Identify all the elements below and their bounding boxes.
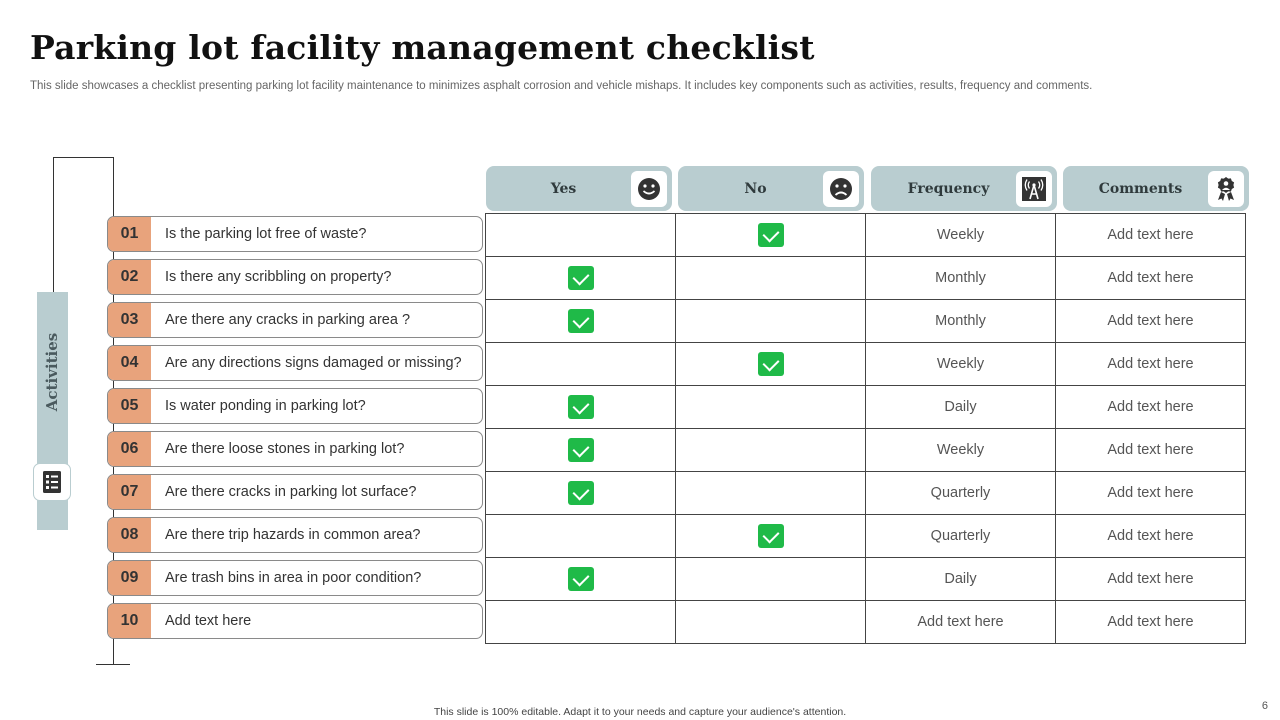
table-row	[486, 558, 1246, 601]
broadcast-tower-icon	[1016, 171, 1052, 207]
comment-cell: Add text here	[1056, 257, 1246, 300]
list-item	[107, 259, 483, 295]
no-cell	[676, 343, 866, 386]
activity-question: Are there loose stones in parking lot?	[165, 441, 405, 457]
comment-cell: Add text here	[1056, 386, 1246, 429]
yes-cell	[486, 214, 676, 257]
list-item	[107, 302, 483, 338]
table-row	[486, 257, 1246, 300]
table-row	[486, 214, 1246, 257]
activity-question: Are there trip hazards in common area?	[165, 527, 421, 543]
check-icon	[568, 438, 594, 462]
list-item	[107, 517, 483, 553]
frequency-cell: Weekly	[866, 214, 1056, 257]
yes-cell	[486, 386, 676, 429]
comment-cell: Add text here	[1056, 300, 1246, 343]
sad-face-icon	[823, 171, 859, 207]
table-row	[486, 386, 1246, 429]
bracket-line	[53, 157, 114, 158]
frequency-cell: Daily	[866, 558, 1056, 601]
comment-cell: Add text here	[1056, 558, 1246, 601]
comment-cell: Add text here	[1056, 515, 1246, 558]
comment-cell: Add text here	[1056, 472, 1246, 515]
activity-question: Are there cracks in parking lot surface?	[165, 484, 417, 500]
page-title: Parking lot facility management checklist	[30, 28, 815, 67]
table-row	[486, 472, 1246, 515]
list-item	[107, 388, 483, 424]
checklist-icon	[33, 463, 71, 501]
row-number: 09	[108, 561, 151, 595]
comment-cell: Add text here	[1056, 214, 1246, 257]
no-cell	[676, 472, 866, 515]
row-number: 01	[108, 217, 151, 251]
check-icon	[568, 395, 594, 419]
header-frequency: Frequency	[871, 166, 1057, 211]
check-icon	[758, 524, 784, 548]
frequency-cell: Weekly	[866, 343, 1056, 386]
no-cell	[676, 386, 866, 429]
activity-question: Is water ponding in parking lot?	[165, 398, 366, 414]
header-comments: Comments	[1063, 166, 1249, 211]
activities-label: Activities	[43, 332, 62, 412]
activity-question: Add text here	[165, 613, 252, 629]
frequency-cell: Daily	[866, 386, 1056, 429]
award-person-icon	[1208, 171, 1244, 207]
check-icon	[568, 266, 594, 290]
table-row	[486, 429, 1246, 472]
activity-question: Is there any scribbling on property?	[165, 269, 392, 285]
results-table	[485, 213, 1246, 644]
frequency-cell: Monthly	[866, 257, 1056, 300]
no-cell	[676, 214, 866, 257]
list-item	[107, 603, 483, 639]
comment-cell: Add text here	[1056, 343, 1246, 386]
comment-cell: Add text here	[1056, 429, 1246, 472]
table-row	[486, 300, 1246, 343]
activity-question: Are trash bins in area in poor condition?	[165, 570, 422, 586]
yes-cell	[486, 257, 676, 300]
frequency-cell: Weekly	[866, 429, 1056, 472]
row-number: 05	[108, 389, 151, 423]
list-item	[107, 474, 483, 510]
frequency-cell: Quarterly	[866, 515, 1056, 558]
row-number: 03	[108, 303, 151, 337]
table-row	[486, 601, 1246, 644]
list-item	[107, 216, 483, 252]
row-number: 04	[108, 346, 151, 380]
no-cell	[676, 601, 866, 644]
yes-cell	[486, 515, 676, 558]
yes-cell	[486, 558, 676, 601]
header-yes: Yes	[486, 166, 672, 211]
activity-question: Is the parking lot free of waste?	[165, 226, 367, 242]
bracket-line	[96, 664, 130, 665]
yes-cell	[486, 601, 676, 644]
page-subtitle: This slide showcases a checklist presenting parking lot facility maintenance to minimizes asphalt corrosion and vehicle mishaps. It includes key components such as activities, results, frequency and comments.	[30, 80, 1093, 92]
no-cell	[676, 515, 866, 558]
check-icon	[758, 223, 784, 247]
yes-cell	[486, 472, 676, 515]
row-number: 07	[108, 475, 151, 509]
row-number: 10	[108, 604, 151, 638]
no-cell	[676, 558, 866, 601]
row-number: 06	[108, 432, 151, 466]
comment-cell: Add text here	[1056, 601, 1246, 644]
yes-cell	[486, 343, 676, 386]
list-item	[107, 431, 483, 467]
list-item	[107, 345, 483, 381]
table-row	[486, 515, 1246, 558]
yes-cell	[486, 300, 676, 343]
footer-note: This slide is 100% editable. Adapt it to your needs and capture your audience's attention.	[433, 706, 847, 718]
no-cell	[676, 429, 866, 472]
smile-face-icon	[631, 171, 667, 207]
table-row	[486, 343, 1246, 386]
check-icon	[568, 481, 594, 505]
bracket-line	[53, 157, 54, 292]
activity-question: Are any directions signs damaged or missing?	[165, 355, 462, 371]
row-number: 02	[108, 260, 151, 294]
frequency-cell: Quarterly	[866, 472, 1056, 515]
page-number: 6	[1261, 700, 1268, 712]
activity-question: Are there any cracks in parking area ?	[165, 312, 411, 328]
frequency-cell: Monthly	[866, 300, 1056, 343]
check-icon	[758, 352, 784, 376]
row-number: 08	[108, 518, 151, 552]
check-icon	[568, 309, 594, 333]
no-cell	[676, 300, 866, 343]
no-cell	[676, 257, 866, 300]
list-item	[107, 560, 483, 596]
frequency-cell: Add text here	[866, 601, 1056, 644]
yes-cell	[486, 429, 676, 472]
check-icon	[568, 567, 594, 591]
header-no: No	[678, 166, 864, 211]
